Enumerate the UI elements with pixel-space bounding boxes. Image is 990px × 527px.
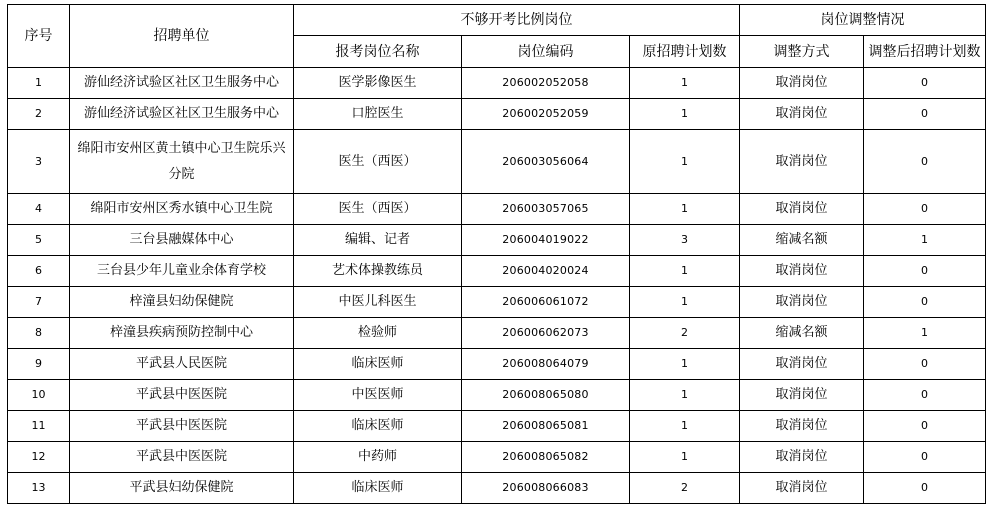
cell-method: 取消岗位 xyxy=(740,68,864,99)
cell-seq: 4 xyxy=(8,194,70,225)
header-group-insufficient: 不够开考比例岗位 xyxy=(294,5,740,36)
cell-method: 取消岗位 xyxy=(740,349,864,380)
cell-new-plan: 1 xyxy=(864,318,986,349)
cell-orig-plan: 1 xyxy=(630,194,740,225)
cell-unit: 三台县少年儿童业余体育学校 xyxy=(70,256,294,287)
table-row xyxy=(8,349,986,380)
cell-code: 206008066083 xyxy=(462,473,630,504)
cell-seq: 9 xyxy=(8,349,70,380)
cell-unit: 绵阳市安州区秀水镇中心卫生院 xyxy=(70,194,294,225)
cell-method: 缩减名额 xyxy=(740,225,864,256)
cell-new-plan: 0 xyxy=(864,130,986,194)
cell-position: 编辑、记者 xyxy=(294,225,462,256)
cell-seq: 6 xyxy=(8,256,70,287)
table-row xyxy=(8,287,986,318)
cell-method: 取消岗位 xyxy=(740,411,864,442)
header-position-code: 岗位编码 xyxy=(462,36,630,68)
cell-unit: 平武县人民医院 xyxy=(70,349,294,380)
cell-new-plan: 1 xyxy=(864,225,986,256)
cell-new-plan: 0 xyxy=(864,442,986,473)
cell-orig-plan: 1 xyxy=(630,411,740,442)
cell-orig-plan: 1 xyxy=(630,68,740,99)
table-row xyxy=(8,256,986,287)
cell-method: 取消岗位 xyxy=(740,473,864,504)
table-row xyxy=(8,194,986,225)
cell-unit: 梓潼县妇幼保健院 xyxy=(70,287,294,318)
cell-new-plan: 0 xyxy=(864,473,986,504)
cell-method: 取消岗位 xyxy=(740,380,864,411)
cell-position: 临床医师 xyxy=(294,473,462,504)
cell-position: 艺术体操教练员 xyxy=(294,256,462,287)
cell-orig-plan: 2 xyxy=(630,318,740,349)
cell-unit: 梓潼县疾病预防控制中心 xyxy=(70,318,294,349)
cell-seq: 3 xyxy=(8,130,70,194)
cell-method: 取消岗位 xyxy=(740,256,864,287)
cell-unit: 三台县融媒体中心 xyxy=(70,225,294,256)
table-row xyxy=(8,68,986,99)
cell-seq: 13 xyxy=(8,473,70,504)
cell-code: 206008064079 xyxy=(462,349,630,380)
cell-orig-plan: 1 xyxy=(630,130,740,194)
cell-position: 医生（西医） xyxy=(294,194,462,225)
cell-method: 取消岗位 xyxy=(740,194,864,225)
cell-code: 206008065080 xyxy=(462,380,630,411)
cell-method: 取消岗位 xyxy=(740,287,864,318)
header-seq: 序号 xyxy=(8,5,70,68)
cell-seq: 5 xyxy=(8,225,70,256)
cell-new-plan: 0 xyxy=(864,194,986,225)
cell-new-plan: 0 xyxy=(864,380,986,411)
cell-position: 临床医师 xyxy=(294,349,462,380)
cell-code: 206004020024 xyxy=(462,256,630,287)
cell-seq: 8 xyxy=(8,318,70,349)
header-position-name: 报考岗位名称 xyxy=(294,36,462,68)
cell-seq: 11 xyxy=(8,411,70,442)
cell-unit: 平武县中医医院 xyxy=(70,411,294,442)
cell-position: 中医儿科医生 xyxy=(294,287,462,318)
cell-method: 取消岗位 xyxy=(740,130,864,194)
header-orig-plan: 原招聘计划数 xyxy=(630,36,740,68)
cell-unit: 平武县妇幼保健院 xyxy=(70,473,294,504)
cell-code: 206006062073 xyxy=(462,318,630,349)
table-row xyxy=(8,318,986,349)
cell-method: 取消岗位 xyxy=(740,99,864,130)
table-row xyxy=(8,442,986,473)
cell-unit: 游仙经济试验区社区卫生服务中心 xyxy=(70,99,294,130)
cell-new-plan: 0 xyxy=(864,349,986,380)
cell-new-plan: 0 xyxy=(864,411,986,442)
cell-code: 206002052059 xyxy=(462,99,630,130)
cell-orig-plan: 1 xyxy=(630,99,740,130)
cell-orig-plan: 1 xyxy=(630,380,740,411)
cell-code: 206004019022 xyxy=(462,225,630,256)
header-adjust-method: 调整方式 xyxy=(740,36,864,68)
cell-position: 医学影像医生 xyxy=(294,68,462,99)
cell-unit: 游仙经济试验区社区卫生服务中心 xyxy=(70,68,294,99)
cell-position: 检验师 xyxy=(294,318,462,349)
cell-code: 206008065082 xyxy=(462,442,630,473)
cell-seq: 2 xyxy=(8,99,70,130)
cell-code: 206002052058 xyxy=(462,68,630,99)
cell-seq: 1 xyxy=(8,68,70,99)
cell-orig-plan: 1 xyxy=(630,442,740,473)
cell-position: 中医医师 xyxy=(294,380,462,411)
cell-code: 206006061072 xyxy=(462,287,630,318)
cell-code: 206008065081 xyxy=(462,411,630,442)
cell-unit: 平武县中医医院 xyxy=(70,380,294,411)
cell-position: 中药师 xyxy=(294,442,462,473)
adjustment-table xyxy=(7,4,986,504)
cell-new-plan: 0 xyxy=(864,68,986,99)
cell-position: 临床医师 xyxy=(294,411,462,442)
cell-orig-plan: 2 xyxy=(630,473,740,504)
cell-seq: 7 xyxy=(8,287,70,318)
table-row xyxy=(8,99,986,130)
cell-new-plan: 0 xyxy=(864,256,986,287)
cell-code: 206003057065 xyxy=(462,194,630,225)
cell-code: 206003056064 xyxy=(462,130,630,194)
cell-orig-plan: 3 xyxy=(630,225,740,256)
table-row xyxy=(8,380,986,411)
cell-method: 缩减名额 xyxy=(740,318,864,349)
cell-position: 口腔医生 xyxy=(294,99,462,130)
cell-method: 取消岗位 xyxy=(740,442,864,473)
cell-seq: 12 xyxy=(8,442,70,473)
cell-new-plan: 0 xyxy=(864,99,986,130)
cell-unit: 绵阳市安州区黄土镇中心卫生院乐兴分院 xyxy=(70,130,294,194)
header-unit: 招聘单位 xyxy=(70,5,294,68)
cell-position: 医生（西医） xyxy=(294,130,462,194)
table-row xyxy=(8,473,986,504)
table-row xyxy=(8,411,986,442)
cell-unit: 平武县中医医院 xyxy=(70,442,294,473)
header-group-adjust: 岗位调整情况 xyxy=(740,5,986,36)
table-row xyxy=(8,225,986,256)
header-new-plan: 调整后招聘计划数 xyxy=(864,36,986,68)
cell-orig-plan: 1 xyxy=(630,287,740,318)
cell-orig-plan: 1 xyxy=(630,349,740,380)
cell-orig-plan: 1 xyxy=(630,256,740,287)
cell-new-plan: 0 xyxy=(864,287,986,318)
table-row xyxy=(8,130,986,194)
cell-seq: 10 xyxy=(8,380,70,411)
